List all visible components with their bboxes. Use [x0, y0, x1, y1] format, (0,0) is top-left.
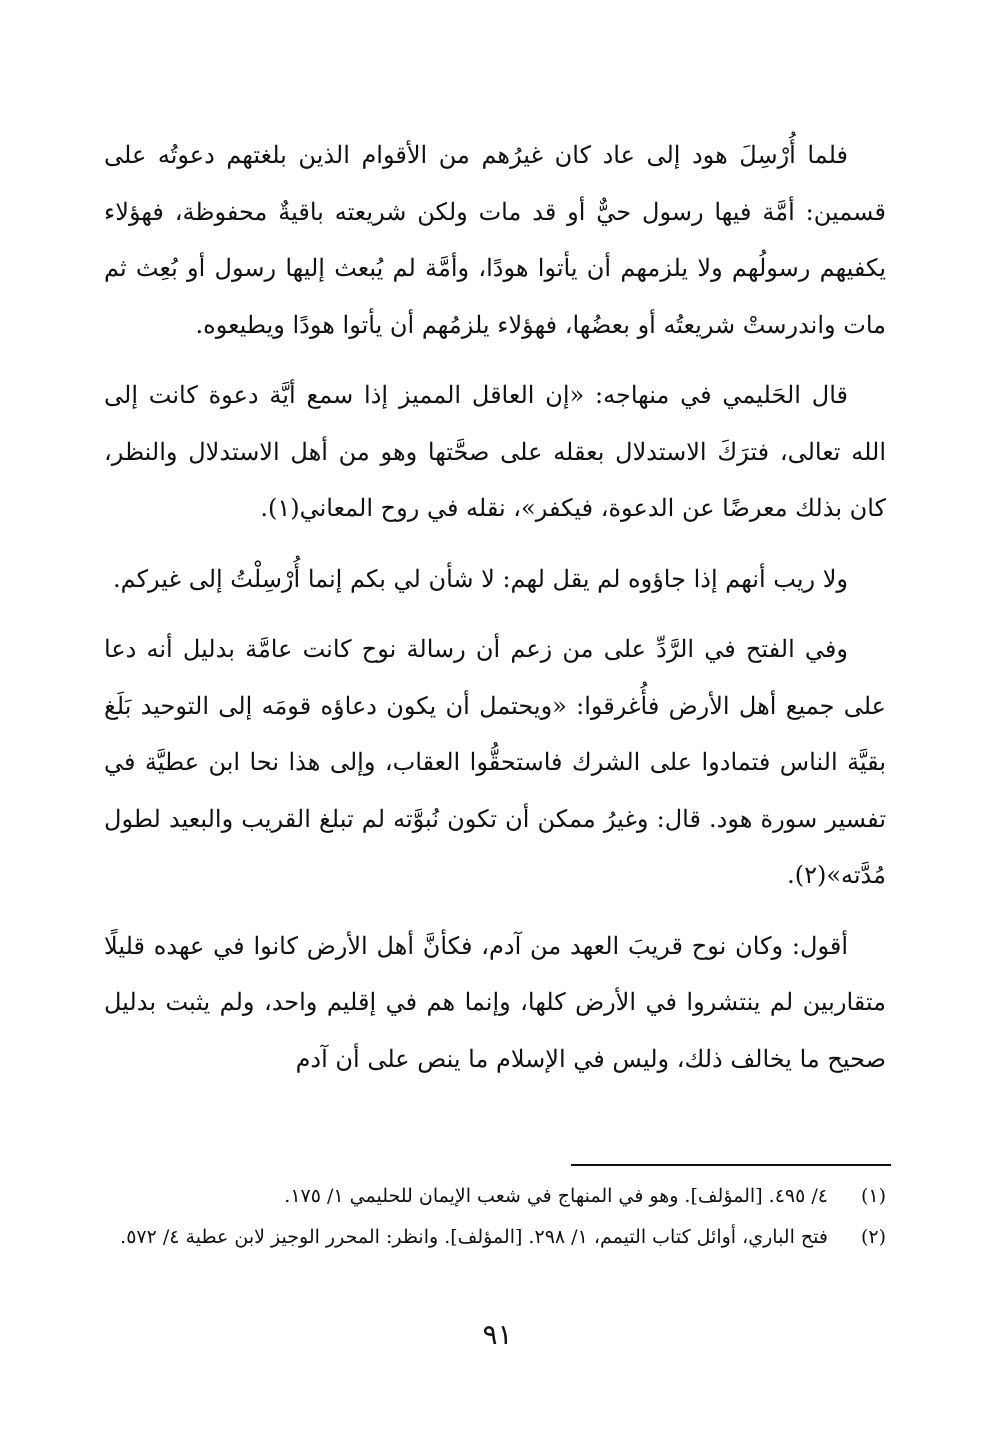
paragraph-1: فلما أُرْسِلَ هود إلى عاد كان غيرُهم من الأقوام الذين بلغتهم دعوتُه على قسمين: أمَّة فيها رسول حيٌّ أو قد مات ولكن شريعته باقيةٌ محفوظة، فهؤلاء يكفيهم رسولُهم ولا يلزمهم أن يأتوا هودًا، وأمَّة لم يُبعث إليها رسول أو بُعِث ثم مات واندرستْ شريعتُه أو بعضُها، فهؤلاء يلزمُهم أن يأتوا هودًا ويطيعوه.: [104, 141, 886, 339]
footnote-text: فتح الباري، أوائل كتاب التيمم، ١/ ٢٩٨. [المؤلف]. وانظر: المحرر الوجيز لابن عطية ٤/ ٥٧٢.: [120, 1226, 828, 1248]
footnote-text: ٤/ ٤٩٥. [المؤلف]. وهو في المنهاج في شعب الإيمان للحليمي ١/ ١٧٥.: [284, 1185, 828, 1207]
footnote-separator: [571, 1164, 891, 1166]
paragraph-2: قال الحَليمي في منهاجه: «إن العاقل المميز إذا سمع أيَّة دعوة كانت إلى الله تعالى، فترَكَ الاستدلال بعقله على صحَّتها وهو من أهل الاستدلال والنظر، كان بذلك معرضًا عن الدعوة، فيكفر»، نقله في روح المعاني(١).: [104, 381, 886, 522]
footnotes: [104, 1176, 886, 1258]
footnote-2: [104, 1217, 886, 1258]
paragraph-5: أقول: وكان نوح قريبَ العهد من آدم، فكأنَّ أهل الأرض كانوا في عهده قليلًا متقاربين لم ينتشروا في الأرض كلها، وإنما هم في إقليم واحد، ولم يثبت بدليل صحيح ما يخالف ذلك، وليس في الإسلام ما ينص على أن آدم: [104, 931, 886, 1073]
page-number: ٩١: [482, 1318, 513, 1351]
paragraph-3: ولا ريب أنهم إذا جاؤوه لم يقل لهم: لا شأن لي بكم إنما أُرْسِلْتُ إلى غيركم.: [113, 564, 848, 593]
paragraph-4: وفي الفتح في الرَّدِّ على من زعم أن رسالة نوح كانت عامَّة بدليل أنه دعا على جميع أهل الأرض فأُغرقوا: «ويحتمل أن يكون دعاؤه قومَه إلى التوحيد بَلَغ بقيَّة الناس فتمادوا على الشرك فاستحقُّوا العقاب، وإلى هذا نحا ابن عطيَّة في تفسير سورة هود. قال: وغيرُ ممكن أن تكون نُبوَّته لم تبلغ القريب والبعيد لطول مُدَّته»(٢).: [104, 635, 886, 889]
footnote-marker: (١): [860, 1185, 886, 1207]
main-text: [104, 127, 886, 1101]
footnote-marker: (٢): [860, 1226, 886, 1248]
footnote-1: [104, 1176, 886, 1217]
